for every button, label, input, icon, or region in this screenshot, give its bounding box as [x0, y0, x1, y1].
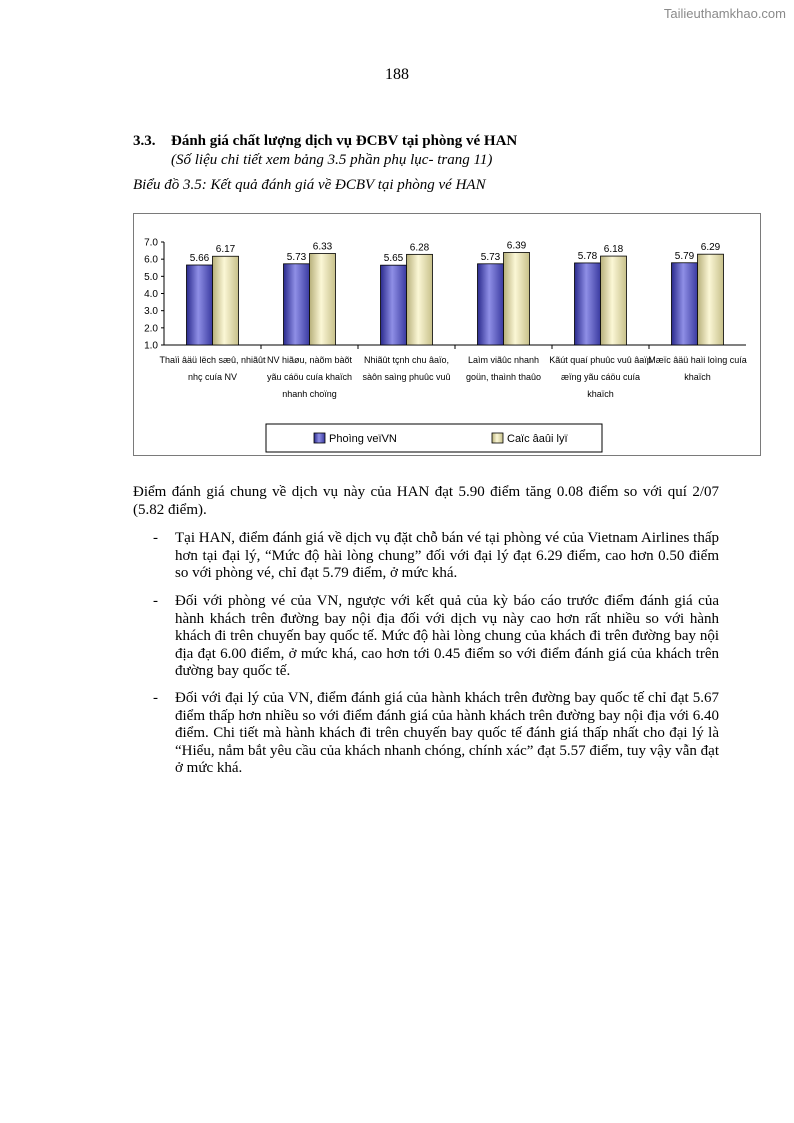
bar-phong-ve	[284, 264, 310, 345]
section-note: (Số liệu chi tiết xem bảng 3.5 phần phụ lục- trang 11)	[171, 152, 493, 168]
bar-phong-ve	[575, 263, 601, 345]
bar-dai-ly	[407, 254, 433, 345]
data-label: 5.79	[674, 250, 695, 262]
x-tick-label: goün, thaình thaûo	[465, 372, 542, 382]
y-tick-label: 5.0	[144, 271, 158, 283]
data-label: 6.18	[603, 244, 624, 256]
data-label: 5.73	[480, 251, 501, 263]
data-label: 6.29	[700, 242, 721, 254]
legend-swatch	[314, 433, 325, 443]
x-tick-label: Thaïi âäü lëch sæû, nhiãût	[159, 355, 266, 365]
legend-swatch	[492, 433, 503, 443]
x-tick-label: æïng yãu cáöu cuía	[560, 372, 641, 382]
x-tick-label: sàôn saìng phuûc vuû	[362, 372, 451, 382]
x-tick-label: nhanh choïng	[282, 389, 337, 399]
x-tick-label: khaïch	[684, 372, 711, 382]
watermark: Tailieuthamkhao.com	[663, 6, 786, 21]
y-tick-label: 1.0	[144, 340, 158, 352]
page-number: 188	[385, 66, 409, 83]
bar-phong-ve	[381, 265, 407, 345]
bar-dai-ly	[601, 256, 627, 345]
data-label: 5.66	[189, 253, 210, 265]
data-label: 6.33	[312, 241, 333, 253]
bar-dai-ly	[504, 252, 530, 345]
section-heading	[133, 133, 517, 150]
bullet-text: Tại HAN, điểm đánh giá về dịch vụ đặt chỗ bán vé tại phòng vé của Vietnam Airlines thấp hơn tại đại lý, “Mức độ hài lòng chung” đối với đại lý đạt 6.29 điểm, cao hơn 0.50 điểm so với phòng vé, chỉ đạt 5.79 điểm, ở mức khá.	[175, 530, 719, 581]
chart-frame	[133, 213, 761, 456]
bar-phong-ve	[187, 265, 213, 345]
chart-caption: Biểu đồ 3.5: Kết quả đánh giá về ĐCBV tại phòng vé HAN	[133, 177, 486, 193]
x-tick-label: NV hiãøu, nàõm bàõt	[266, 355, 353, 365]
bullet-dash: -	[153, 593, 158, 609]
bullet-dash: -	[153, 690, 158, 706]
data-label: 5.78	[577, 250, 598, 262]
data-label: 6.17	[215, 244, 236, 256]
x-tick-label: nhç cuía NV	[187, 372, 238, 382]
section-number: 3.3.	[133, 133, 156, 149]
data-label: 5.65	[383, 253, 404, 265]
intro-paragraph: Điểm đánh giá chung về dịch vụ này của HAN đạt 5.90 điểm tăng 0.08 điểm so với quí 2/07 (5.82 điểm).	[133, 484, 719, 518]
bullet-text: Đối với đại lý của VN, điểm đánh giá của hành khách trên đường bay quốc tế chỉ đạt 5.67 điểm thấp hơn nhiều so với điểm đánh giá của hành khách trên đường bay nội địa với 6.40 điểm. Chi tiết mà hành khách đi trên chuyến bay quốc tế đánh giá thấp nhất cho đại lý là “Hiểu, nắm bắt yêu cầu của khách nhanh chóng, chính xác” đạt 5.57 điểm, tuy vậy vẫn đạt ở mức khá.	[175, 690, 719, 776]
bullet-dash: -	[153, 530, 158, 546]
y-tick-label: 6.0	[144, 254, 158, 266]
y-tick-label: 2.0	[144, 323, 158, 335]
bar-chart	[134, 214, 762, 457]
section-title: Đánh giá chất lượng dịch vụ ĐCBV tại phòng vé HAN	[171, 133, 518, 149]
bar-phong-ve	[672, 263, 698, 345]
data-label: 6.39	[506, 240, 527, 252]
bar-dai-ly	[310, 254, 336, 345]
y-tick-label: 4.0	[144, 289, 158, 300]
data-label: 6.28	[409, 242, 430, 254]
data-label: 5.73	[286, 251, 307, 263]
legend-label: Phoìng veïVN	[329, 433, 397, 445]
y-tick-label: 7.0	[144, 237, 158, 249]
bullet-text: Đối với phòng vé của VN, ngược với kết quả của kỳ báo cáo trước điểm đánh giá của hành khách trên đường bay nội địa đối với dịch vụ này cao hơn rất nhiều so với hành khách đi trên chuyến bay quốc tế. Mức độ hài lòng chung của khách đi trên đường bay nội địa đạt 6.00 điểm, ở mức khá, cao hơn tới 0.45 điểm so với điểm đánh giá của khách trên đường bay quốc tế.	[175, 593, 719, 679]
x-tick-label: yãu cáöu cuía khaïch	[266, 372, 353, 382]
legend-label: Caïc âaûi lyï	[507, 433, 568, 445]
bar-dai-ly	[213, 256, 239, 345]
bar-dai-ly	[698, 254, 724, 345]
x-tick-label: Laìm viãûc nhanh	[467, 355, 540, 365]
x-tick-label: Nhiãût tçnh chu âaïo,	[363, 355, 450, 365]
x-tick-label: khaïch	[587, 389, 614, 399]
x-tick-label: Mæïc âäü haìi loìng cuía	[648, 355, 747, 365]
x-tick-label: Kãút quaí phuûc vuû âaïp	[549, 355, 652, 365]
bar-phong-ve	[478, 264, 504, 345]
y-tick-label: 3.0	[144, 306, 158, 318]
